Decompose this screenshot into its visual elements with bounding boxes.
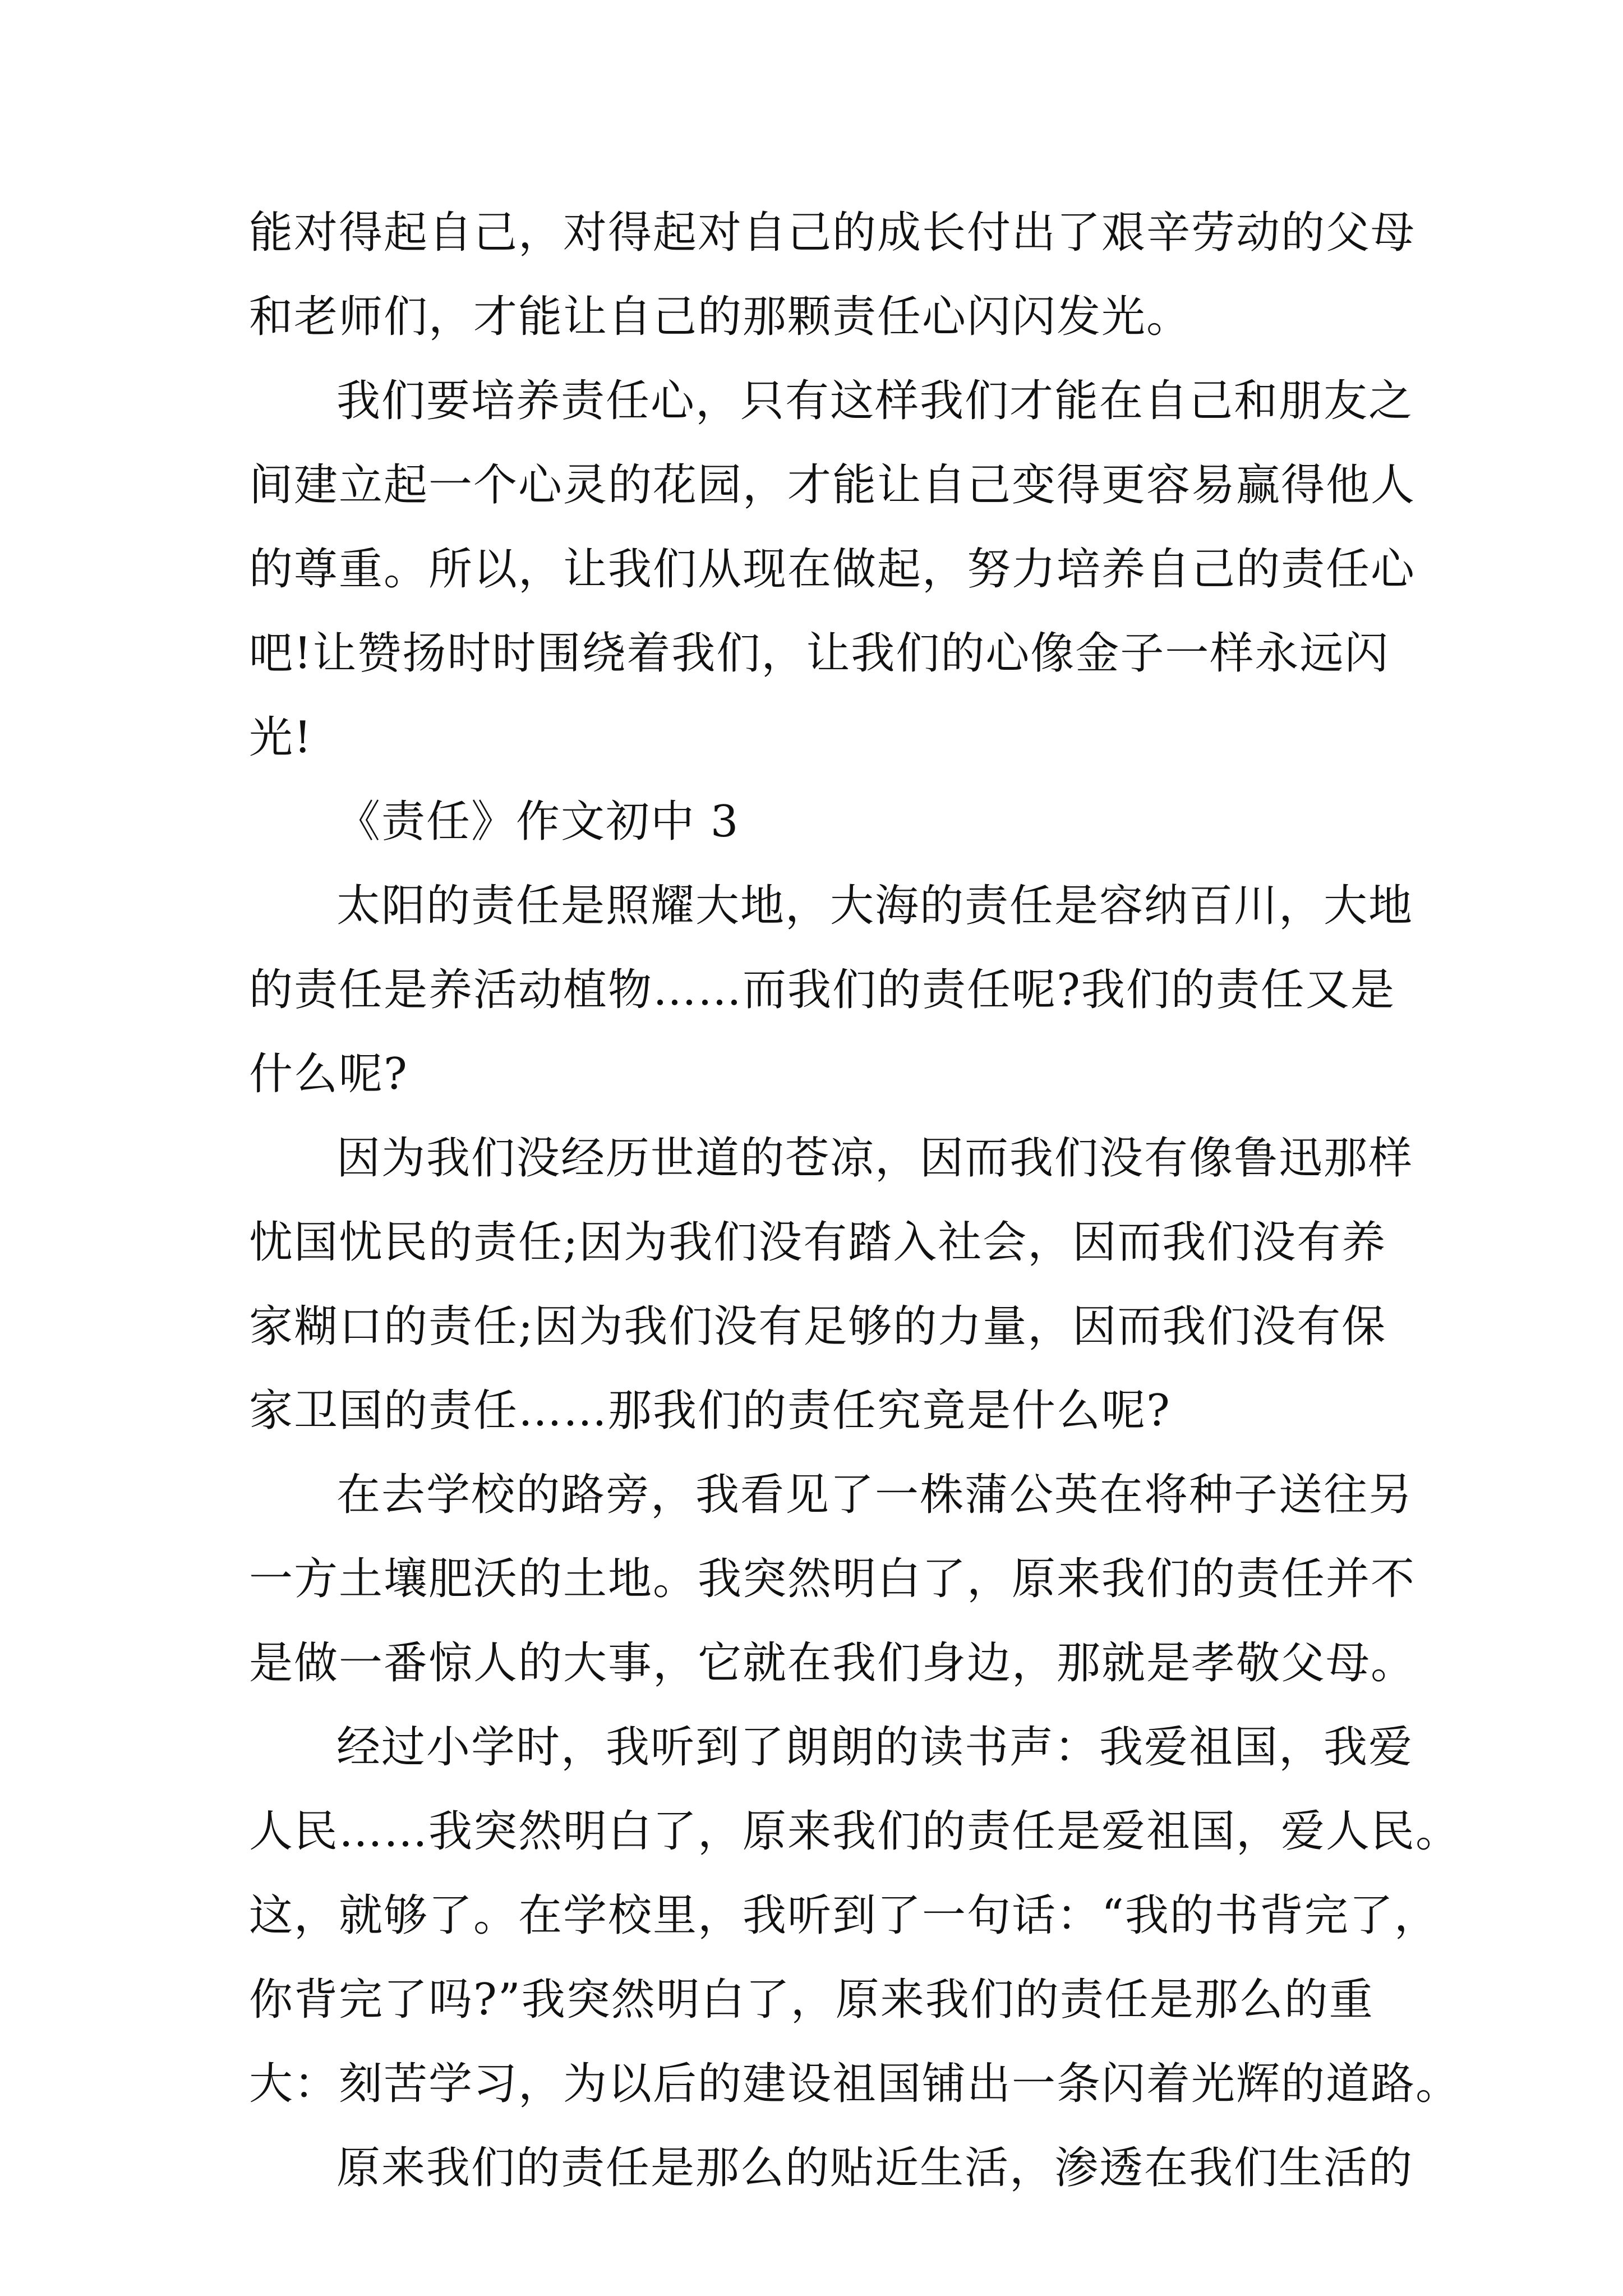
text-line: 和老师们，才能让自己的那颗责任心闪闪发光。 (249, 292, 1192, 342)
text-line: 太阳的责任是照耀大地，大海的责任是容纳百川，大地 (336, 881, 1414, 931)
text-line: 间建立起一个心灵的花园，才能让自己变得更容易赢得他人 (249, 460, 1416, 510)
text-line: 原来我们的责任是那么的贴近生活，渗透在我们生活的 (336, 2143, 1414, 2193)
text-line: 是做一番惊人的大事，它就在我们身边，那就是孝敬父母。 (249, 1638, 1416, 1688)
text-line: 因为我们没经历世道的苍凉，因而我们没有像鲁迅那样 (336, 1133, 1414, 1184)
text-line: 家卫国的责任……那我们的责任究竟是什么呢? (249, 1386, 1171, 1436)
text-line: 在去学校的路旁，我看见了一株蒲公英在将种子送往另 (336, 1470, 1414, 1520)
text-line: 吧!让赞扬时时围绕着我们，让我们的心像金子一样永远闪 (249, 628, 1390, 679)
text-line: 什么呢? (249, 1049, 408, 1099)
text-line: 光! (249, 712, 313, 763)
text-line: 大：刻苦学习，为以后的建设祖国铺出一条闪着光辉的道路。 (249, 2059, 1461, 2109)
essay-text (249, 191, 1461, 2210)
text-line: 的尊重。所以，让我们从现在做起，努力培养自己的责任心 (249, 544, 1416, 595)
text-line: 经过小学时，我听到了朗朗的读书声：我爱祖国，我爱 (336, 1722, 1414, 1773)
text-line: 人民……我突然明白了，原来我们的责任是爱祖国，爱人民。 (249, 1806, 1461, 1857)
text-line: 的责任是养活动植物……而我们的责任呢?我们的责任又是 (249, 965, 1395, 1015)
text-line: 你背完了吗?”我突然明白了，原来我们的责任是那么的重 (249, 1975, 1374, 2025)
text-line: 家糊口的责任;因为我们没有足够的力量，因而我们没有保 (249, 1301, 1387, 1352)
text-line: 忧国忧民的责任;因为我们没有踏入社会，因而我们没有养 (249, 1217, 1387, 1268)
text-line: 能对得起自己，对得起对自己的成长付出了艰辛劳动的父母 (249, 208, 1416, 258)
text-line: 一方土壤肥沃的土地。我突然明白了，原来我们的责任并不 (249, 1554, 1416, 1604)
text-line: 我们要培养责任心，只有这样我们才能在自己和朋友之 (336, 376, 1414, 426)
section-heading: 《责任》作文初中 3 (336, 797, 740, 847)
text-line: 这，就够了。在学校里，我听到了一句话：“我的书背完了， (249, 1890, 1439, 1941)
